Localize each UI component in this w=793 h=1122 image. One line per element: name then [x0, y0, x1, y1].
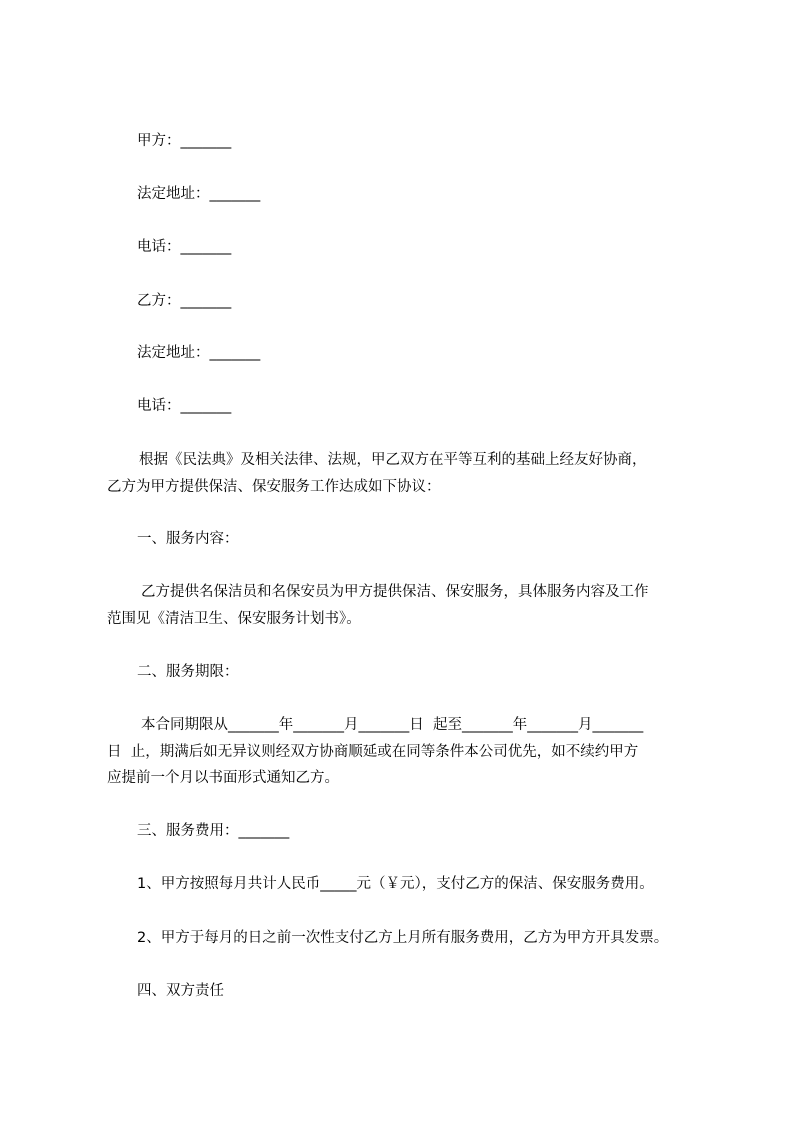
preamble-line-2: 乙方为甲方提供保洁、保安服务工作达成如下协议：: [107, 479, 441, 495]
party-b-line: 乙方：_______: [137, 293, 232, 309]
party-a-address-line: 法定地址：_______: [137, 186, 261, 202]
party-b-phone-line: 电话：_______: [137, 398, 232, 414]
section4-title: 四、双方责任: [137, 983, 224, 999]
party-a-line: 甲方：_______: [137, 133, 232, 149]
section1-body-line-2: 范围见《清洁卫生、保安服务计划书》。: [107, 611, 361, 627]
section2-title: 二、服务期限：: [137, 664, 239, 680]
preamble-line-1: 根据《民法典》及相关法律、法规，甲乙双方在平等互利的基础上经友好协商，: [139, 452, 647, 468]
section3-item-2: 2、甲方于每月的日之前一次性支付乙方上月所有服务费用，乙方为甲方开具发票。: [137, 930, 669, 946]
section3-title: 三、服务费用：_______: [137, 823, 290, 839]
party-b-address-line: 法定地址：_______: [137, 345, 261, 361]
section2-body-line-1: 本合同期限从_______年_______月_______日 起至_______年_______月_______: [141, 717, 644, 733]
section2-body-line-2: 日 止，期满后如无异议则经双方协商顺延或在同等条件本公司优先，如不续约甲方: [107, 744, 639, 760]
section2-body-line-3: 应提前一个月以书面形式通知乙方。: [107, 770, 339, 786]
party-a-phone-line: 电话：_______: [137, 239, 232, 255]
section1-title: 一、服务内容：: [137, 531, 239, 547]
section3-item-1: 1、甲方按照每月共计人民币_____元（￥元），支付乙方的保洁、保安服务费用。: [137, 876, 654, 892]
section1-body-line-1: 乙方提供名保洁员和名保安员为甲方提供保洁、保安服务，具体服务内容及工作: [141, 584, 649, 600]
